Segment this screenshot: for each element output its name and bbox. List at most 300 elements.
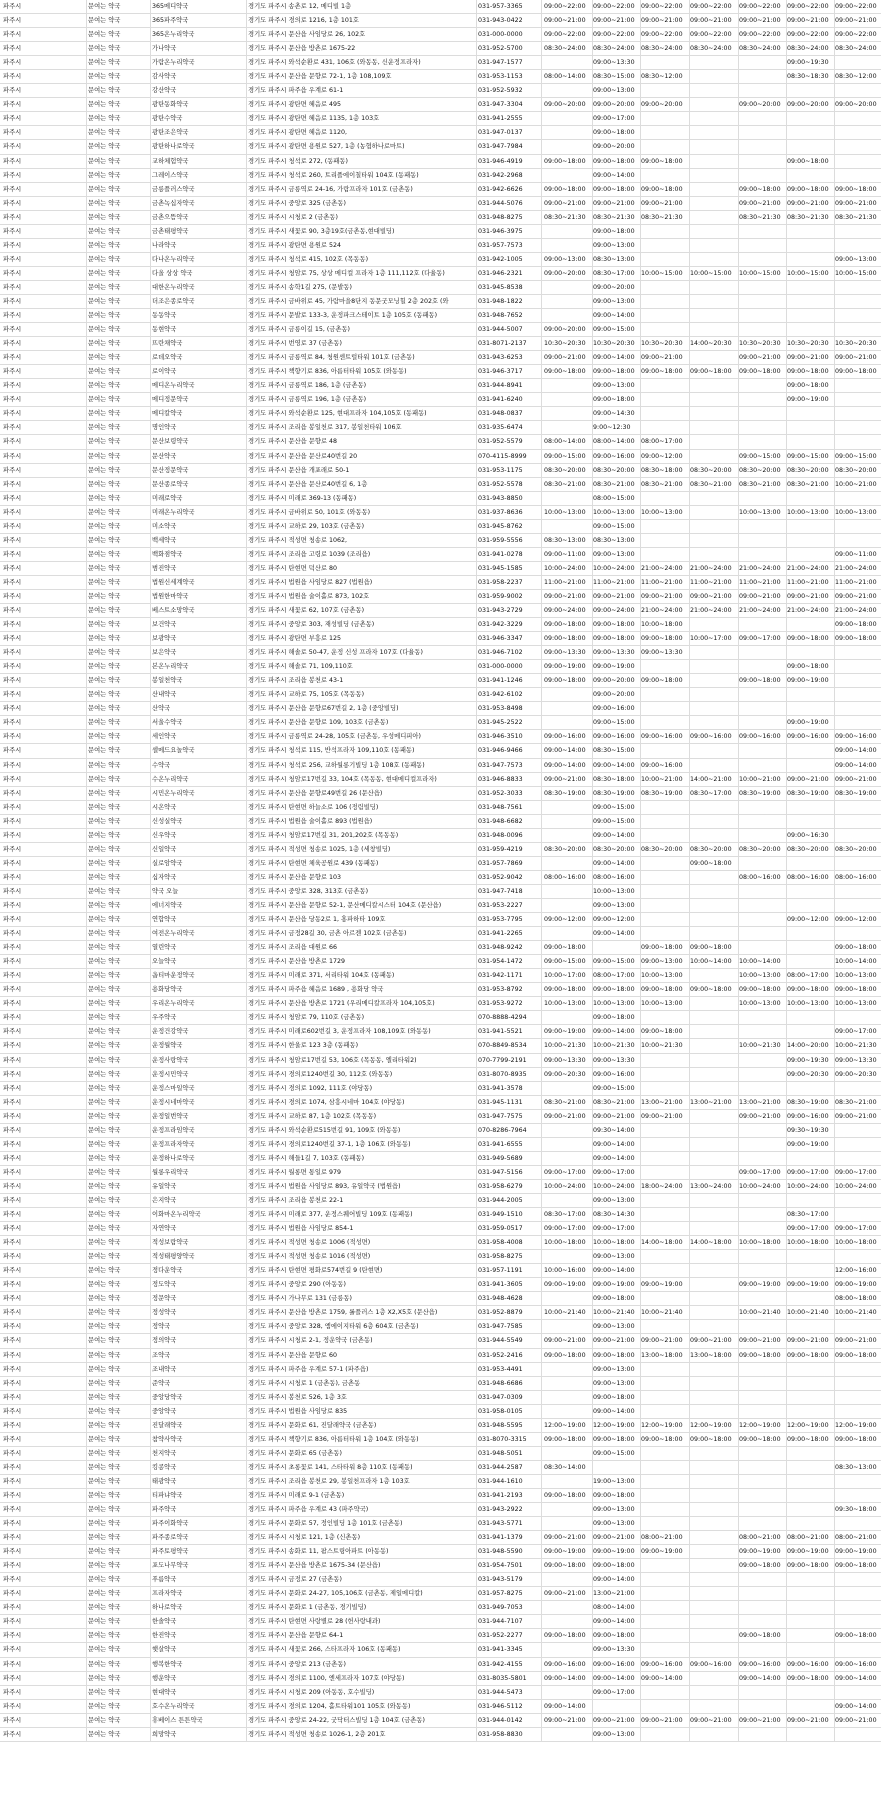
hours-cell-6: 08:30~18:30 [787, 73, 829, 81]
column-divider [541, 1700, 542, 1713]
table-row [0, 744, 881, 758]
hours-cell-7: 08:30~12:00 [835, 73, 877, 81]
hours-cell-5: 10:00~15:00 [739, 269, 781, 277]
hours-cell-6: 10:00~13:00 [787, 1000, 829, 1008]
column-divider [834, 1391, 835, 1404]
phone-cell: 031-941-1379 [478, 1534, 523, 1542]
table-row [0, 421, 881, 435]
column-divider [150, 899, 151, 912]
hours-cell-7: 08:00~21:00 [835, 1534, 877, 1542]
column-divider [541, 1686, 542, 1699]
column-divider [786, 885, 787, 898]
city-cell: 파주시 [3, 564, 22, 572]
hours-cell-1: 08:30~13:00 [544, 536, 586, 544]
column-divider [541, 548, 542, 561]
column-divider [834, 379, 835, 392]
column-divider [246, 815, 247, 828]
column-divider [834, 407, 835, 420]
hours-cell-5: 12:00~19:00 [739, 1421, 781, 1429]
column-divider [689, 716, 690, 729]
column-divider [689, 239, 690, 252]
column-divider [86, 618, 87, 631]
hours-cell-5: 09:00~18:00 [739, 986, 781, 994]
city-cell: 파주시 [3, 958, 22, 966]
column-divider [476, 1517, 477, 1530]
column-divider [246, 421, 247, 434]
column-divider [86, 84, 87, 97]
column-divider [834, 1447, 835, 1460]
column-divider [689, 969, 690, 982]
address-cell: 경기도 파주시 문산읍 문향로 52-1, 문산메디칼시스터 104호 (문산읍) [248, 902, 442, 909]
column-divider [86, 520, 87, 533]
pharmacy-name-cell: 햇살약국 [152, 1646, 177, 1654]
hours-cell-5: 10:00~24:00 [739, 1182, 781, 1190]
hours-cell-2: 09:00~20:00 [593, 101, 635, 109]
column-divider [689, 1054, 690, 1067]
category-cell: 문여는 약국 [88, 1070, 121, 1078]
phone-cell: 031-948-6682 [478, 817, 523, 825]
column-divider [640, 913, 641, 926]
category-cell: 문여는 약국 [88, 185, 121, 193]
pharmacy-name-cell: 시민온누리약국 [152, 789, 195, 797]
column-divider [541, 1025, 542, 1038]
city-cell: 파주시 [3, 550, 22, 558]
hours-cell-6: 09:00~16:00 [787, 1112, 829, 1120]
table-row [0, 1615, 881, 1629]
column-divider [541, 744, 542, 757]
pharmacy-name-cell: 세인약국 [152, 733, 177, 741]
city-cell: 파주시 [3, 424, 22, 432]
column-divider [541, 660, 542, 673]
hours-cell-3: 08:30~21:30 [641, 213, 683, 221]
table-row [0, 239, 881, 253]
category-cell: 문여는 약국 [88, 1618, 121, 1626]
table-row [0, 1306, 881, 1320]
phone-cell: 031-947-7585 [478, 1323, 523, 1331]
column-divider [541, 1110, 542, 1123]
hours-cell-2: 08:00~14:00 [593, 438, 635, 446]
address-cell: 경기도 파주시 경의로 1092, 111호 (야당동) [248, 1084, 373, 1092]
column-divider [476, 365, 477, 378]
pharmacy-name-cell: 파주토평약국 [152, 1548, 189, 1556]
phone-cell: 031-8070-8935 [478, 1070, 527, 1078]
hours-cell-3: 18:00~24:00 [641, 1182, 683, 1190]
address-cell: 경기도 파주시 금릉역로 24-16, 가람프라자 101호 (금촌동) [248, 185, 413, 193]
category-cell: 문여는 약국 [88, 789, 121, 797]
category-cell: 문여는 약국 [88, 1323, 121, 1331]
column-divider [689, 450, 690, 463]
hours-cell-1: 09:00~15:00 [544, 958, 586, 966]
category-cell: 문여는 약국 [88, 859, 121, 867]
hours-cell-2: 09:00~13:00 [593, 87, 635, 95]
column-divider [786, 1503, 787, 1516]
column-divider [86, 1363, 87, 1376]
column-divider [738, 688, 739, 701]
column-divider [246, 1545, 247, 1558]
hours-cell-1: 12:00~19:00 [544, 1421, 586, 1429]
column-divider [640, 1152, 641, 1165]
hours-cell-2: 09:00~18:00 [593, 227, 635, 235]
hours-cell-1: 08:30~14:00 [544, 1463, 586, 1471]
column-divider [86, 1039, 87, 1052]
hours-cell-4: 09:00~18:00 [690, 944, 732, 952]
column-divider [786, 1082, 787, 1095]
column-divider [541, 56, 542, 69]
hours-cell-3: 09:00~18:00 [641, 157, 683, 165]
column-divider [640, 1292, 641, 1305]
column-divider [86, 548, 87, 561]
hours-cell-2: 09:00~15:00 [593, 803, 635, 811]
pharmacy-name-cell: 뜨란채약국 [152, 340, 183, 348]
column-divider [150, 1363, 151, 1376]
hours-cell-5: 08:30~20:00 [739, 845, 781, 853]
column-divider [246, 365, 247, 378]
category-cell: 문여는 약국 [88, 1562, 121, 1570]
hours-cell-3: 09:00~18:00 [641, 986, 683, 994]
column-divider [834, 801, 835, 814]
column-divider [640, 1447, 641, 1460]
hours-cell-1: 09:00~13:30 [544, 1056, 586, 1064]
column-divider [786, 955, 787, 968]
hours-cell-3: 09:00~18:00 [641, 944, 683, 952]
table-row [0, 1194, 881, 1208]
address-cell: 경기도 파주시 적성면 청송로 1006 (적성면) [248, 1239, 371, 1247]
hours-cell-2: 10:00~21:40 [593, 1309, 635, 1317]
pharmacy-name-cell: 본온누리약국 [152, 663, 189, 671]
address-cell: 경기도 파주시 금바위로 45, 가람마을8단지 동문굿모닝힐 2층 202호 (와 [248, 297, 449, 305]
hours-cell-5: 09:00~18:00 [739, 677, 781, 685]
column-divider [150, 183, 151, 196]
column-divider [476, 1194, 477, 1207]
hours-cell-5: 09:00~19:00 [739, 1281, 781, 1289]
column-divider [640, 1728, 641, 1741]
hours-cell-7: 09:00~18:00 [835, 986, 877, 994]
column-divider [738, 534, 739, 547]
column-divider [246, 169, 247, 182]
column-divider [150, 323, 151, 336]
category-cell: 문여는 약국 [88, 536, 121, 544]
column-divider [834, 716, 835, 729]
hours-cell-2: 09:00~14:00 [593, 312, 635, 320]
phone-cell: 031-948-4628 [478, 1295, 523, 1303]
address-cell: 경기도 파주시 문산읍 문향로67번길 2, 1층 (중앙빌딩) [248, 705, 399, 713]
column-divider [541, 1054, 542, 1067]
column-divider [246, 1068, 247, 1081]
column-divider [246, 295, 247, 308]
column-divider [786, 1025, 787, 1038]
hours-cell-6: 09:00~18:00 [787, 368, 829, 376]
column-divider [476, 1377, 477, 1390]
hours-cell-2: 09:00~13:30 [593, 59, 635, 67]
pharmacy-name-cell: 운정일번약국 [152, 1112, 189, 1120]
column-divider [476, 969, 477, 982]
category-cell: 문여는 약국 [88, 368, 121, 376]
phone-cell: 031-948-6686 [478, 1379, 523, 1387]
category-cell: 문여는 약국 [88, 1646, 121, 1654]
column-divider [541, 225, 542, 238]
column-divider [476, 1363, 477, 1376]
column-divider [86, 744, 87, 757]
category-cell: 문여는 약국 [88, 73, 121, 81]
column-divider [541, 773, 542, 786]
hours-cell-3: 09:00~22:00 [641, 3, 683, 10]
column-divider [476, 1222, 477, 1235]
category-cell: 문여는 약국 [88, 171, 121, 179]
pharmacy-name-cell: 정도약국 [152, 1281, 177, 1289]
column-divider [86, 1292, 87, 1305]
column-divider [834, 1124, 835, 1137]
column-divider [86, 393, 87, 406]
phone-cell: 031-942-1005 [478, 255, 523, 263]
column-divider [150, 1461, 151, 1474]
column-divider [689, 1082, 690, 1095]
column-divider [541, 688, 542, 701]
column-divider [689, 1208, 690, 1221]
phone-cell: 031-942-4155 [478, 1660, 523, 1668]
column-divider [541, 1629, 542, 1642]
column-divider [86, 140, 87, 153]
category-cell: 문여는 약국 [88, 438, 121, 446]
column-divider [476, 702, 477, 715]
pharmacy-name-cell: 수약국 [152, 761, 171, 769]
column-divider [86, 899, 87, 912]
column-divider [689, 997, 690, 1010]
table-row [0, 1728, 881, 1742]
column-divider [689, 1475, 690, 1488]
column-divider [541, 576, 542, 589]
hours-cell-2: 09:00~13:00 [593, 382, 635, 390]
column-divider [476, 1166, 477, 1179]
hours-cell-5: 08:30~19:00 [739, 789, 781, 797]
column-divider [246, 1110, 247, 1123]
hours-cell-4: 09:00~21:00 [690, 592, 732, 600]
hours-cell-7: 08:30~21:30 [835, 213, 877, 221]
column-divider [689, 927, 690, 940]
column-divider [246, 478, 247, 491]
city-cell: 파주시 [3, 312, 22, 320]
phone-cell: 031-947-5156 [478, 1168, 523, 1176]
column-divider [150, 604, 151, 617]
pharmacy-name-cell: 실로암약국 [152, 859, 183, 867]
column-divider [246, 1489, 247, 1502]
pharmacy-name-cell: 그레이스약국 [152, 171, 189, 179]
column-divider [246, 183, 247, 196]
phone-cell: 031-958-6279 [478, 1182, 523, 1190]
city-cell: 파주시 [3, 45, 22, 53]
address-cell: 경기도 파주시 월롱면 통일로 979 [248, 1168, 342, 1176]
column-divider [640, 281, 641, 294]
phone-cell: 031-952-5579 [478, 438, 523, 446]
category-cell: 문여는 약국 [88, 775, 121, 783]
column-divider [86, 843, 87, 856]
column-divider [541, 1405, 542, 1418]
city-cell: 파주시 [3, 1140, 22, 1148]
column-divider [541, 253, 542, 266]
phone-cell: 031-953-7795 [478, 916, 523, 924]
table-row [0, 1503, 881, 1517]
city-cell: 파주시 [3, 930, 22, 938]
column-divider [150, 1082, 151, 1095]
column-divider [786, 520, 787, 533]
column-divider [689, 98, 690, 111]
table-row [0, 323, 881, 337]
column-divider [150, 1545, 151, 1558]
phone-cell: 031-952-5932 [478, 87, 523, 95]
address-cell: 경기도 파주시 시청로 2-1, 정운약국 (금촌동) [248, 1337, 373, 1345]
pharmacy-name-cell: 하나로약국 [152, 1604, 183, 1612]
column-divider [150, 1643, 151, 1656]
phone-cell: 031-958-2237 [478, 578, 523, 586]
category-cell: 문여는 약국 [88, 1140, 121, 1148]
city-cell: 파주시 [3, 578, 22, 586]
column-divider [476, 885, 477, 898]
phone-cell: 031-945-1131 [478, 1098, 523, 1106]
column-divider [476, 126, 477, 139]
hours-cell-5: 09:00~18:00 [739, 1435, 781, 1443]
table-row [0, 506, 881, 520]
column-divider [738, 379, 739, 392]
column-divider [541, 267, 542, 280]
category-cell: 문여는 약국 [88, 1674, 121, 1682]
category-cell: 문여는 약국 [88, 283, 121, 291]
hours-cell-3: 09:00~18:00 [641, 185, 683, 193]
column-divider [86, 660, 87, 673]
hours-cell-6: 09:00~19:00 [787, 677, 829, 685]
category-cell: 문여는 약국 [88, 1716, 121, 1724]
pharmacy-name-cell: 광탄수약국 [152, 115, 183, 123]
city-cell: 파주시 [3, 761, 22, 769]
column-divider [150, 112, 151, 125]
category-cell: 문여는 약국 [88, 592, 121, 600]
city-cell: 파주시 [3, 1562, 22, 1570]
city-cell: 파주시 [3, 663, 22, 671]
category-cell: 문여는 약국 [88, 424, 121, 432]
hours-cell-1: 09:00~20:00 [544, 326, 586, 334]
hours-cell-2: 09:00~14:00 [593, 1140, 635, 1148]
hours-cell-3: 10:00~13:00 [641, 1000, 683, 1008]
table-row [0, 1082, 881, 1096]
column-divider [86, 295, 87, 308]
column-divider [541, 155, 542, 168]
table-row [0, 1489, 881, 1503]
pharmacy-name-cell: 은지약국 [152, 1196, 177, 1204]
city-cell: 파주시 [3, 1674, 22, 1682]
hours-cell-2: 08:30~13:00 [593, 255, 635, 263]
column-divider [86, 1545, 87, 1558]
phone-cell: 031-953-1175 [478, 466, 523, 474]
phone-cell: 031-941-3345 [478, 1646, 523, 1654]
table-row [0, 1377, 881, 1391]
pharmacy-name-cell: 다올 상상 약국 [152, 269, 193, 277]
hours-cell-5: 10:00~13:00 [739, 972, 781, 980]
column-divider [689, 379, 690, 392]
column-divider [640, 1208, 641, 1221]
address-cell: 경기도 파주시 문산읍 문향로 103 [248, 873, 342, 881]
column-divider [150, 1517, 151, 1530]
column-divider [541, 829, 542, 842]
hours-cell-2: 08:00~14:00 [593, 1604, 635, 1612]
hours-cell-2: 10:00~13:00 [593, 508, 635, 516]
hours-cell-2: 09:00~19:00 [593, 1281, 635, 1289]
column-divider [246, 211, 247, 224]
table-row [0, 815, 881, 829]
category-cell: 문여는 약국 [88, 1253, 121, 1261]
column-divider [246, 1587, 247, 1600]
column-divider [246, 1601, 247, 1614]
column-divider [640, 885, 641, 898]
city-cell: 파주시 [3, 1239, 22, 1247]
column-divider [689, 1250, 690, 1263]
column-divider [86, 1011, 87, 1024]
table-row [0, 773, 881, 787]
hours-cell-2: 09:00~16:00 [593, 452, 635, 460]
table-row [0, 309, 881, 323]
hours-cell-3: 08:00~21:00 [641, 1534, 683, 1542]
column-divider [689, 70, 690, 83]
hours-cell-2: 09:00~13:00 [593, 902, 635, 909]
column-divider [476, 421, 477, 434]
address-cell: 경기도 파주시 적성면 청송로 1026-1, 2층 201호 [248, 1730, 386, 1738]
hours-cell-6: 09:00~18:00 [787, 1351, 829, 1359]
hours-cell-5: 09:00~16:00 [739, 733, 781, 741]
pharmacy-name-cell: 정문약국 [152, 1295, 177, 1303]
column-divider [834, 1011, 835, 1024]
column-divider [640, 857, 641, 870]
column-divider [86, 1686, 87, 1699]
table-row [0, 183, 881, 197]
column-divider [476, 1039, 477, 1052]
city-cell: 파주시 [3, 536, 22, 544]
column-divider [738, 1587, 739, 1600]
column-divider [246, 730, 247, 743]
phone-cell: 031-946-7102 [478, 649, 523, 657]
city-cell: 파주시 [3, 1576, 22, 1584]
hours-cell-6: 10:00~13:00 [787, 508, 829, 516]
table-row [0, 688, 881, 702]
hours-cell-7: 09:00~19:00 [835, 1548, 877, 1556]
column-divider [689, 548, 690, 561]
column-divider [640, 1011, 641, 1024]
column-divider [640, 1264, 641, 1277]
column-divider [476, 70, 477, 83]
column-divider [786, 759, 787, 772]
column-divider [86, 913, 87, 926]
column-divider [246, 1222, 247, 1235]
city-cell: 파주시 [3, 185, 22, 193]
hours-cell-2: 09:00~15:00 [593, 1449, 635, 1457]
city-cell: 파주시 [3, 129, 22, 137]
column-divider [786, 899, 787, 912]
column-divider [150, 1025, 151, 1038]
city-cell: 파주시 [3, 171, 22, 179]
category-cell: 문여는 약국 [88, 410, 121, 418]
column-divider [246, 1180, 247, 1193]
hours-cell-5: 08:30~21:30 [739, 213, 781, 221]
table-row [0, 520, 881, 534]
hours-cell-2: 09:00~21:00 [593, 1112, 635, 1120]
column-divider [689, 1278, 690, 1291]
column-divider [246, 1405, 247, 1418]
hours-cell-5: 09:00~21:00 [739, 199, 781, 207]
column-divider [541, 997, 542, 1010]
table-row [0, 1686, 881, 1700]
column-divider [541, 435, 542, 448]
category-cell: 문여는 약국 [88, 1098, 121, 1106]
table-row [0, 56, 881, 70]
column-divider [689, 1166, 690, 1179]
category-cell: 문여는 약국 [88, 1435, 121, 1443]
pharmacy-name-cell: 금촌태평약국 [152, 227, 189, 235]
